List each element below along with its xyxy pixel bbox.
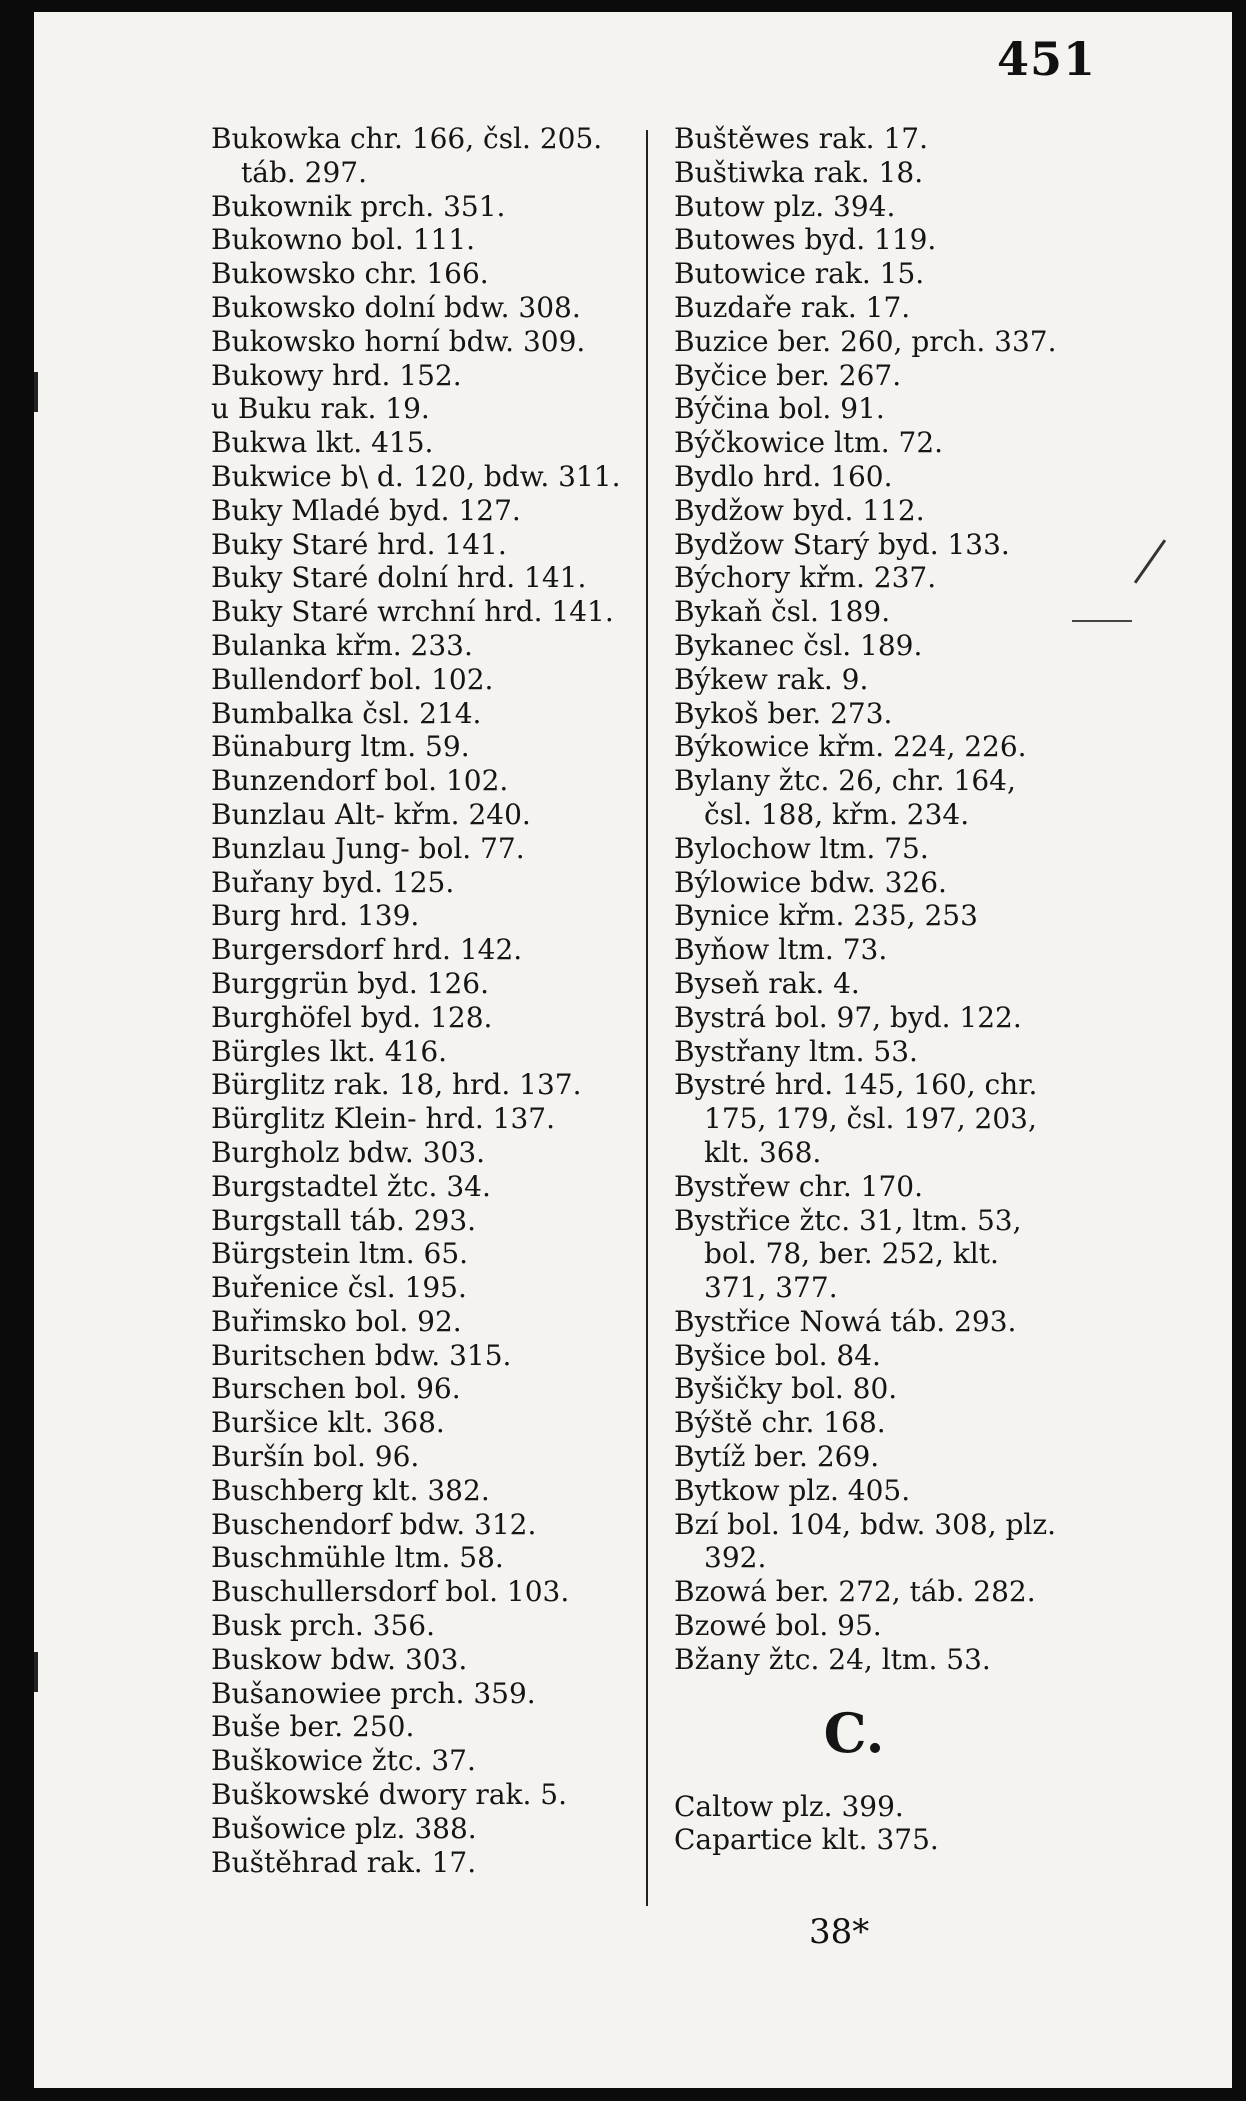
- index-entry: Burg hrd. 139.: [211, 899, 420, 933]
- index-entry: Burgholz bdw. 303.: [211, 1135, 486, 1169]
- index-entry: Buzdaře rak. 17.: [674, 290, 911, 324]
- index-entry: 392.: [704, 1541, 767, 1575]
- index-entry: Buškowské dwory rak. 5.: [211, 1778, 567, 1812]
- index-entry: Bydžow Starý byd. 133.: [674, 527, 1010, 561]
- index-entry: Býkew rak. 9.: [674, 662, 869, 696]
- index-entry: Buštiwka rak. 18.: [674, 155, 924, 189]
- index-entry: u Buku rak. 19.: [211, 392, 430, 426]
- pencil-mark: [1072, 620, 1132, 622]
- page-number: 451: [997, 32, 1097, 86]
- index-entry: Bzowá ber. 272, táb. 282.: [674, 1575, 1036, 1609]
- index-entry: čsl. 188, křm. 234.: [704, 797, 970, 831]
- index-entry: 371, 377.: [704, 1271, 838, 1305]
- binding-mark: [34, 372, 38, 412]
- index-entry: Busk prch. 356.: [211, 1609, 436, 1643]
- index-entry: táb. 297.: [241, 155, 368, 189]
- index-entry: Bystřice Nowá táb. 293.: [674, 1304, 1017, 1338]
- index-entry: Bunzlau Jung- bol. 77.: [211, 831, 525, 865]
- index-entry: Buštěwes rak. 17.: [674, 122, 928, 155]
- index-entry: Býčina bol. 91.: [674, 392, 885, 426]
- index-entry: Bylany žtc. 26, chr. 164,: [674, 764, 1016, 798]
- index-entry: Buršín bol. 96.: [211, 1440, 420, 1474]
- book-page: [34, 12, 1232, 2088]
- index-entry: Bydžow byd. 112.: [674, 493, 925, 527]
- index-entry: Buřany byd. 125.: [211, 865, 455, 899]
- index-entry: Bžany žtc. 24, ltm. 53.: [674, 1642, 991, 1676]
- index-entry: Burgstall táb. 293.: [211, 1203, 477, 1237]
- index-entry: Bydlo hrd. 160.: [674, 459, 893, 493]
- signature-mark: 38*: [809, 1912, 870, 1952]
- index-entry: Byšičky bol. 80.: [674, 1372, 898, 1406]
- index-entry: Bystrá bol. 97, byd. 122.: [674, 1000, 1022, 1034]
- index-entry: Bušanowiee prch. 359.: [211, 1676, 536, 1710]
- right-column: [674, 122, 1114, 1857]
- index-entry: Bukwice b\ d. 120, bdw. 311.: [211, 459, 621, 493]
- index-entry: Buschendorf bdw. 312.: [211, 1507, 537, 1541]
- column-divider: [646, 130, 648, 1906]
- index-entry: Butowes byd. 119.: [674, 223, 937, 257]
- index-entry: Burgersdorf hrd. 142.: [211, 933, 523, 967]
- index-entry: Buschullersdorf bol. 103.: [211, 1575, 570, 1609]
- index-entry: Buschberg klt. 382.: [211, 1473, 490, 1507]
- index-entry: Burghöfel byd. 128.: [211, 1000, 493, 1034]
- pencil-mark: [1134, 539, 1166, 583]
- index-entry: Buřenice čsl. 195.: [211, 1271, 467, 1305]
- index-entry: Bukownik prch. 351.: [211, 189, 506, 223]
- index-entry: Bynice křm. 235, 253: [674, 899, 978, 933]
- index-entry: Bunzendorf bol. 102.: [211, 764, 509, 798]
- index-entry: Býchory křm. 237.: [674, 561, 937, 595]
- index-entry: Bystřany ltm. 53.: [674, 1034, 918, 1068]
- index-entry: Byčice ber. 267.: [674, 358, 902, 392]
- index-entry: Bykanec čsl. 189.: [674, 628, 923, 662]
- index-entry: Bukowka chr. 166, čsl. 205.: [211, 122, 603, 155]
- index-entry: Bürgstein ltm. 65.: [211, 1237, 469, 1271]
- index-entry: Bulanka křm. 233.: [211, 628, 473, 662]
- index-entry: Bukowsko horní bdw. 309.: [211, 324, 586, 358]
- index-entry: Bušowice plz. 388.: [211, 1811, 477, 1845]
- index-entry: Caltow plz. 399.: [674, 1789, 904, 1823]
- index-entry: Bürglitz Klein- hrd. 137.: [211, 1102, 556, 1136]
- index-entry: Buky Staré hrd. 141.: [211, 527, 507, 561]
- index-entry: Capartice klt. 375.: [674, 1823, 939, 1857]
- index-entry: Bystřice žtc. 31, ltm. 53,: [674, 1203, 1022, 1237]
- index-entry: Bukowy hrd. 152.: [211, 358, 462, 392]
- index-entry: Bukowsko dolní bdw. 308.: [211, 290, 581, 324]
- index-entry: Bzowé bol. 95.: [674, 1609, 882, 1643]
- index-entry: Bürglitz rak. 18, hrd. 137.: [211, 1068, 582, 1102]
- index-entry: 175, 179, čsl. 197, 203,: [704, 1102, 1037, 1136]
- index-entry: Buskow bdw. 303.: [211, 1642, 468, 1676]
- index-entry: Bünaburg ltm. 59.: [211, 730, 470, 764]
- index-entry: Býčkowice ltm. 72.: [674, 426, 944, 460]
- index-entry: Bumbalka čsl. 214.: [211, 696, 482, 730]
- c-entry-list: [674, 1790, 1114, 1858]
- index-entry: Buštěhrad rak. 17.: [211, 1845, 477, 1879]
- index-entry: Bukowno bol. 111.: [211, 223, 476, 257]
- index-entry: Bylochow ltm. 75.: [674, 831, 929, 865]
- index-entry: Buky Mladé byd. 127.: [211, 493, 521, 527]
- index-entry: Bukowsko chr. 166.: [211, 257, 489, 291]
- index-entry: Burggrün byd. 126.: [211, 966, 490, 1000]
- index-entry: Buše ber. 250.: [211, 1710, 415, 1744]
- index-entry: Bytkow plz. 405.: [674, 1473, 911, 1507]
- index-entry: Býkowice křm. 224, 226.: [674, 730, 1027, 764]
- index-entry: Buřimsko bol. 92.: [211, 1304, 462, 1338]
- index-entry: Byšice bol. 84.: [674, 1338, 881, 1372]
- section-letter: C.: [823, 1700, 885, 1765]
- index-entry: Butowice rak. 15.: [674, 257, 925, 291]
- index-entry: Bykaň čsl. 189.: [674, 595, 891, 629]
- index-entry: Byňow ltm. 73.: [674, 933, 888, 967]
- index-entry: Buzice ber. 260, prch. 337.: [674, 324, 1057, 358]
- index-entry: Buky Staré dolní hrd. 141.: [211, 561, 587, 595]
- index-entry: Buršice klt. 368.: [211, 1406, 445, 1440]
- index-entry: Butow plz. 394.: [674, 189, 896, 223]
- index-entry: Buschmühle ltm. 58.: [211, 1541, 504, 1575]
- index-entry: Burschen bol. 96.: [211, 1372, 461, 1406]
- index-entry: Buritschen bdw. 315.: [211, 1338, 512, 1372]
- index-entry: Býlowice bdw. 326.: [674, 865, 947, 899]
- index-entry: Buky Staré wrchní hrd. 141.: [211, 595, 614, 629]
- index-entry: Bykoš ber. 273.: [674, 696, 893, 730]
- index-entry: Bullendorf bol. 102.: [211, 662, 494, 696]
- left-column: [211, 122, 671, 1879]
- index-entry: Bytíž ber. 269.: [674, 1440, 880, 1474]
- index-entry: Bürgles lkt. 416.: [211, 1034, 448, 1068]
- index-entry: Buškowice žtc. 37.: [211, 1744, 476, 1778]
- index-entry: Bzí bol. 104, bdw. 308, plz.: [674, 1507, 1057, 1541]
- index-entry: Burgstadtel žtc. 34.: [211, 1169, 491, 1203]
- index-entry: Bunzlau Alt- křm. 240.: [211, 797, 531, 831]
- index-entry: Bukwa lkt. 415.: [211, 426, 434, 460]
- index-entry: Býště chr. 168.: [674, 1406, 886, 1440]
- binding-mark: [34, 1652, 38, 1692]
- index-entry: Byseň rak. 4.: [674, 966, 860, 1000]
- right-entry-list: [674, 122, 1114, 1677]
- index-entry: bol. 78, ber. 252, klt.: [704, 1237, 999, 1271]
- index-entry: Bystřew chr. 170.: [674, 1169, 924, 1203]
- index-entry: klt. 368.: [704, 1135, 822, 1169]
- index-entry: Bystré hrd. 145, 160, chr.: [674, 1068, 1038, 1102]
